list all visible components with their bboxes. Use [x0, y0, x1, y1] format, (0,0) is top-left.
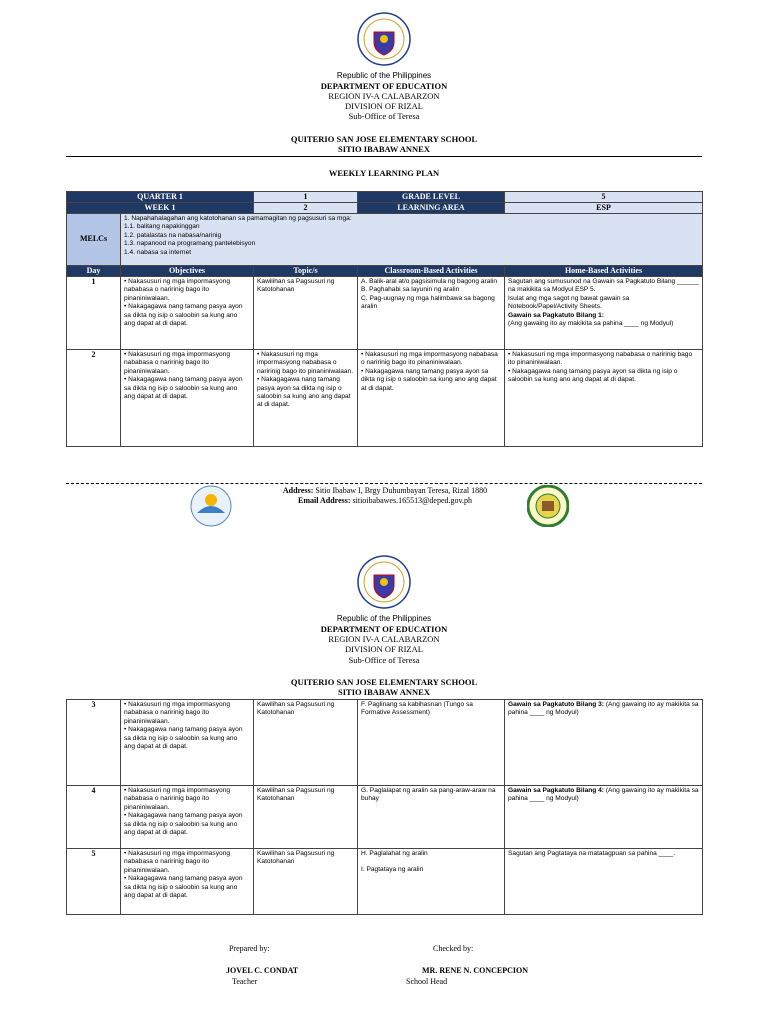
classroom-cell: G. Paglalapat ng aralin sa pang-araw-araw na buhay [358, 786, 505, 849]
home-cell [505, 350, 703, 447]
home-cell [505, 849, 703, 915]
classroom-item: • Nakagagawa nang tamang pasya ayon sa dikta ng isip o saloobin sa kung ano ang dapat at di dapat. [361, 367, 497, 392]
classroom-cell [358, 350, 505, 447]
home-line: (Ang gawaing ito ay makikita sa pahina ____ ng Modyul) [508, 701, 699, 717]
table-row [67, 786, 703, 849]
classroom-item: • Nakasusuri ng mga impormasyong nababasa o naririnig bago ito pinaniniwalaan. [361, 351, 498, 367]
objective-item: • Nakasusuri ng mga impormasyong nababasa o naririnig bago ito pinaniniwalaan. [124, 351, 231, 375]
school-name: QUITERIO SAN JOSE ELEMENTARY SCHOOL [290, 677, 478, 687]
home-line: • Nakasusuri ng mga impormasyong nababasa o naririnig bago ito pinaniniwalaan. [508, 351, 693, 367]
melcs-content [121, 214, 703, 266]
republic-text: Republic of the Philippines [336, 71, 432, 80]
republic-text: Republic of the Philippines [336, 614, 432, 623]
home-activity-title: Gawain sa Pagkatuto Bilang 3: [508, 701, 604, 708]
objective-item: • Nakagagawa nang tamang pasya ayon sa dikta ng isip o saloobin sa kung ano ang dapat at di dapat. [124, 303, 243, 328]
home-cell [505, 786, 703, 849]
address-value: Sitio Ibabaw I, Brgy Duhumbayan Teresa, Rizal 1880 [315, 486, 488, 495]
objective-item: • Nakasusuri ng mga impormasyong nababasa o naririnig bago ito pinaniniwalaan. [124, 701, 231, 725]
table-row [67, 350, 703, 447]
objective-item: • Nakagagawa nang tamang pasya ayon sa dikta ng isip o saloobin sa kung ano ang dapat at di dapat. [124, 726, 243, 751]
quarter-label: QUARTER 1 [67, 192, 254, 203]
day-number: 5 [67, 849, 121, 915]
melc-line: 1.2. patalastas na nabasa/narinig [124, 231, 222, 239]
topic-text: • Nakasusuri ng mga impormasyong nababasa o naririnig bago ito pinaniniwalaan. [257, 351, 354, 375]
objective-item: • Nakasusuri ng mga impormasyong nababasa o naririnig bago ito pinaniniwalaan. [124, 278, 231, 302]
weekly-plan-table [66, 191, 703, 447]
division-text: DIVISION OF RIZAL [345, 101, 423, 111]
checked-by-label: Checked by: [433, 944, 474, 953]
topic-text: Kawilihan sa Pagsusuri ng Katotohanan [257, 278, 335, 294]
column-header-day: Day [67, 266, 121, 277]
school-head-name: MR. RENE N. CONCEPCION [422, 966, 528, 975]
topic-cell [254, 277, 358, 350]
objectives-cell [121, 277, 254, 350]
region-text: REGION IV-A CALABARZON [328, 634, 440, 644]
deped-seal-logo [357, 555, 411, 609]
objective-item: • Nakagagawa nang tamang pasya ayon sa dikta ng isip o saloobin sa kung ano ang dapat at di dapat. [124, 376, 243, 401]
email-line [230, 496, 540, 506]
sub-office-text: Sub-Office of Teresa [348, 111, 420, 121]
melc-line: 1.4. nabasa sa internet [124, 248, 192, 256]
home-line: (Ang gawaing ito ay makikita sa pahina ____ ng Modyul) [508, 787, 699, 803]
day-number: 2 [67, 350, 121, 447]
footer-divider [66, 483, 702, 484]
melcs-label: MELCs [67, 214, 121, 266]
home-line: Sagutan ang sumusunod na Gawain sa Pagkatuto Bilang ______ na makikita sa Modyul ESP 5. [508, 278, 700, 294]
objectives-cell [121, 700, 254, 786]
table-row [67, 849, 703, 915]
learning-area-value: ESP [505, 203, 703, 214]
prepared-by-label: Prepared by: [229, 944, 270, 953]
classroom-item: H. Paglalahat ng aralin [361, 850, 428, 857]
classroom-item: B. Paghahabi sa layunin ng aralin [361, 286, 460, 294]
objective-item: • Nakasusuri ng mga impormasyong nababasa o naririnig bago ito pinaniniwalaan. [124, 787, 231, 811]
address-label: Address: [282, 486, 314, 495]
home-cell [505, 700, 703, 786]
classroom-cell: F. Paglinang sa kabihasnan (Tungo sa Formative Assessment) [358, 700, 505, 786]
home-line: • Nakagagawa nang tamang pasya ayon sa dikta ng isip o saloobin sa kung ano ang dapat at di dapat. [508, 367, 678, 384]
objective-item: • Nakagagawa nang tamang pasya ayon sa dikta ng isip o saloobin sa kung ano ang dapat at di dapat. [124, 875, 243, 900]
email-value: sitioibabawes.165513@deped.gov.ph [352, 496, 473, 505]
school-logo-right [527, 485, 569, 527]
quarter-value: 1 [254, 192, 358, 203]
school-name: QUITERIO SAN JOSE ELEMENTARY SCHOOL [290, 134, 478, 144]
division-text: DIVISION OF RIZAL [345, 644, 423, 654]
home-line: Sagutan ang Pagtataya na matatagpuan sa pahina ____. [508, 850, 676, 857]
day-number: 4 [67, 786, 121, 849]
sub-office-text: Sub-Office of Teresa [348, 655, 420, 665]
melc-line: 1. Napahahalagahan ang katotohanan sa pamamagitan ng pagsusuri sa mga: [124, 215, 352, 222]
deped-seal-logo [357, 12, 411, 66]
grade-level-value: 5 [505, 192, 703, 203]
table-row [67, 277, 703, 350]
teacher-role: Teacher [232, 977, 258, 986]
topic-text: • Nakagagawa nang tamang pasya ayon sa dikta ng isip o saloobin sa kung ano ang dapat at di dapat. [257, 376, 351, 409]
objectives-cell [121, 350, 254, 447]
grade-level-label: GRADE LEVEL [358, 192, 505, 203]
home-cell [505, 277, 703, 350]
week-value: 2 [254, 203, 358, 214]
topic-cell: Kawilihan sa Pagsusuri ng Katotohanan [254, 700, 358, 786]
plan-title: WEEKLY LEARNING PLAN [328, 168, 440, 178]
day-number: 1 [67, 277, 121, 350]
day-number: 3 [67, 700, 121, 786]
weekly-plan-table-continued [66, 699, 703, 915]
home-activity-title: Gawain sa Pagkatuto Bilang 4: [508, 787, 604, 794]
address-line [230, 486, 540, 496]
home-line: (Ang gawaing ito ay makikita sa pahina ____ ng Modyul) [508, 320, 674, 328]
learning-area-label: LEARNING AREA [358, 203, 505, 214]
region-text: REGION IV-A CALABARZON [328, 91, 440, 101]
annex-name: SITIO IBABAW ANNEX [338, 144, 430, 154]
email-label: Email Address: [297, 496, 351, 505]
column-header-home: Home-Based Activities [505, 266, 703, 277]
home-activity-title: Gawain sa Pagkatuto Bilang 1: [508, 311, 605, 319]
table-row [67, 700, 703, 786]
classroom-cell [358, 277, 505, 350]
column-header-topics: Topic/s [254, 266, 358, 277]
school-logo-left [190, 485, 232, 527]
objectives-cell [121, 849, 254, 915]
department-text: DEPARTMENT OF EDUCATION [320, 624, 448, 634]
classroom-item: A. Balik-aral at/o pagsisimula ng bagong aralin [361, 278, 497, 285]
teacher-name: JOVEL C. CONDAT [226, 966, 299, 975]
topic-cell: Kawilihan sa Pagsusuri ng Katotohanan [254, 849, 358, 915]
objective-item: • Nakasusuri ng mga impormasyong nababasa o naririnig bago ito pinaniniwalaan. [124, 850, 231, 874]
home-line: Isulat ang mga sagot ng bawat gawain sa Notebook/Papel/Activity Sheets. [508, 294, 630, 311]
melc-line: 1.3. napanood na programang pantelebisyon [124, 240, 256, 248]
classroom-item: C. Pag-uugnay ng mga halimbawa sa bagong aralin [361, 294, 495, 311]
column-header-classroom: Classroom-Based Activities [358, 266, 505, 277]
week-label: WEEK 1 [67, 203, 254, 214]
classroom-cell [358, 849, 505, 915]
school-head-role: School Head [406, 977, 448, 986]
department-text: DEPARTMENT OF EDUCATION [320, 81, 448, 91]
column-header-objectives: Objectives [121, 266, 254, 277]
topic-cell: Kawilihan sa Pagsusuri ng Katotohanan [254, 786, 358, 849]
classroom-item: I. Pagtataya ng aralin [361, 866, 424, 874]
topic-cell [254, 350, 358, 447]
objectives-cell [121, 786, 254, 849]
header-divider [66, 156, 702, 157]
melc-line: 1.1. balitang napakinggan [124, 223, 200, 231]
objective-item: • Nakagagawa nang tamang pasya ayon sa dikta ng isip o saloobin sa kung ano ang dapat at di dapat. [124, 812, 243, 837]
annex-name: SITIO IBABAW ANNEX [338, 687, 430, 697]
